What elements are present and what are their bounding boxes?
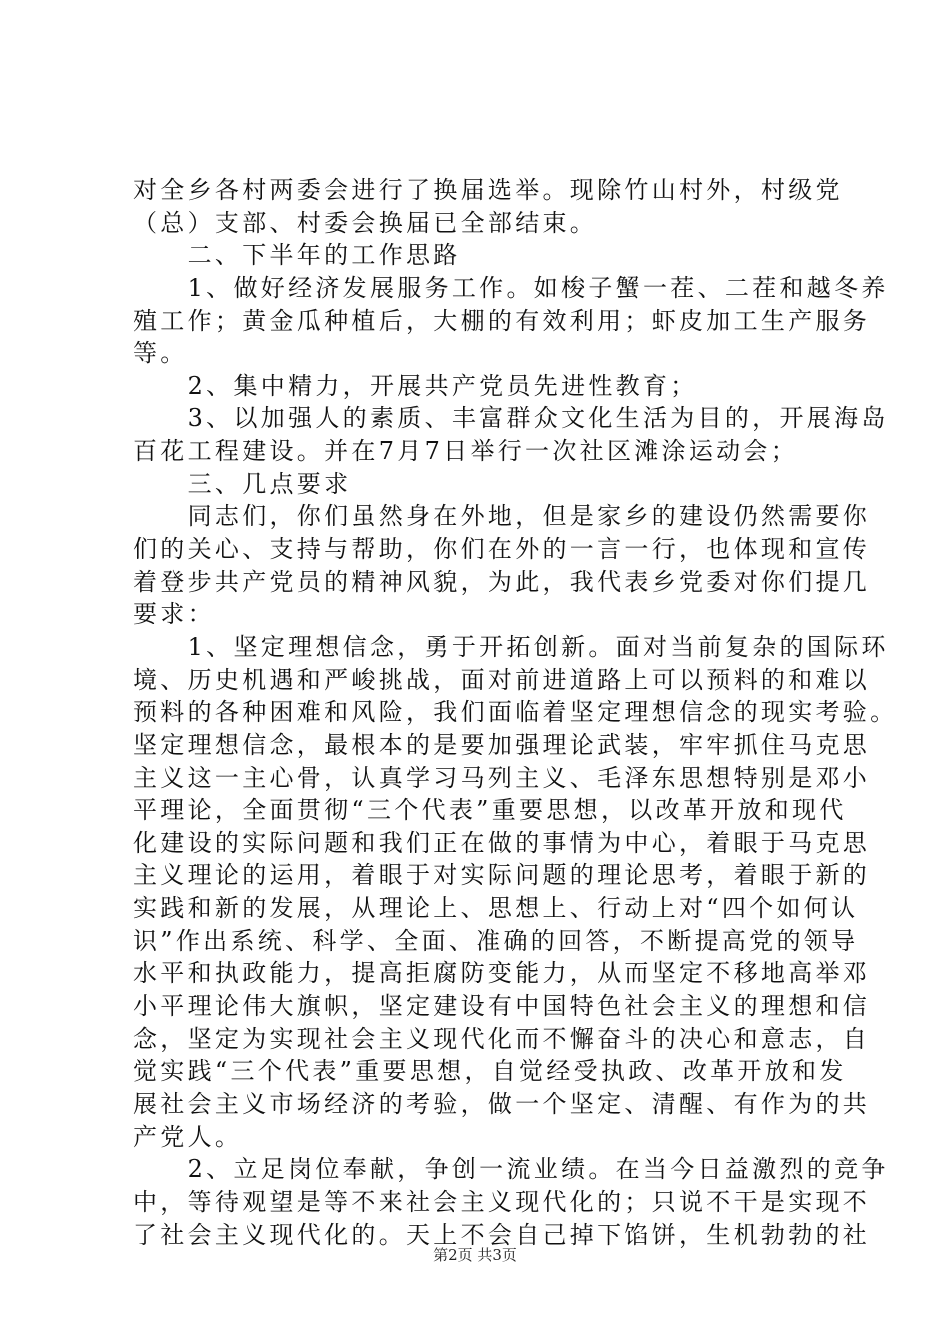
- text-line: 平理论，全面贯彻“三个代表”重要思想，以改革开放和现代: [133, 796, 847, 825]
- text-line: 实践和新的发展，从理论上、思想上、行动上对“四个如何认: [133, 894, 859, 923]
- text-line: 了社会主义现代化的。天上不会自己掉下馅饼，生机勃勃的社: [133, 1220, 871, 1249]
- text-line: 们的关心、支持与帮助，你们在外的一言一行，也体现和宣传: [133, 535, 871, 564]
- text-line: 境、历史机遇和严峻挑战，面对前进道路上可以预料的和难以: [133, 665, 871, 694]
- text-line: 念，坚定为实现社会主义现代化而不懈奋斗的决心和意志，自: [133, 1024, 871, 1053]
- section-heading: 三、几点要求: [133, 469, 352, 498]
- text-line: 百花工程建设。并在7月7日举行一次社区滩涂运动会；: [133, 437, 799, 466]
- text-line: 化建设的实际问题和我们正在做的事情为中心，着眼于马克思: [133, 828, 871, 857]
- text-line: 2、立足岗位奉献，争创一流业绩。在当今日益激烈的竞争: [133, 1155, 889, 1184]
- text-line: 同志们，你们虽然身在外地，但是家乡的建设仍然需要你: [133, 502, 871, 531]
- text-line: 主义这一主心骨，认真学习马列主义、毛泽东思想特别是邓小: [133, 763, 871, 792]
- text-line: 对全乡各村两委会进行了换届选举。现除竹山村外，村级党: [133, 176, 843, 204]
- text-line: 中，等待观望是等不来社会主义现代化的；只说不干是实现不: [133, 1187, 871, 1216]
- text-line: 1、做好经济发展服务工作。如梭子蟹一茬、二茬和越冬养: [133, 273, 889, 302]
- text-line: 水平和执政能力，提高拒腐防变能力，从而坚定不移地高举邓: [133, 959, 871, 988]
- text-line: 主义理论的运用，着眼于对实际问题的理论思考，着眼于新的: [133, 861, 871, 890]
- text-line: 觉实践“三个代表”重要思想，自觉经受执政、改革开放和发: [133, 1057, 847, 1086]
- text-line: 展社会主义市场经济的考验，做一个坚定、清醒、有作为的共: [133, 1089, 871, 1118]
- text-line: 坚定理想信念，最根本的是要加强理论武装，牢牢抓住马克思: [133, 730, 871, 759]
- section-heading: 二、下半年的工作思路: [133, 241, 461, 270]
- text-line: 2、集中精力，开展共产党员先进性教育；: [133, 371, 698, 400]
- text-line: （总）支部、村委会换届已全部结束。: [133, 208, 598, 237]
- page-number-footer: 第2页 共3页: [433, 1246, 517, 1264]
- text-line: 着登步共产党员的精神风貌，为此，我代表乡党委对你们提几: [133, 567, 871, 596]
- text-line: 等。: [133, 339, 188, 368]
- text-line: 识”作出系统、科学、全面、准确的回答，不断提高党的领导: [133, 926, 859, 955]
- text-line: 1、坚定理想信念，勇于开拓创新。面对当前复杂的国际环: [133, 632, 889, 661]
- text-line: 小平理论伟大旗帜，坚定建设有中国特色社会主义的理想和信: [133, 992, 871, 1021]
- text-line: 预料的各种困难和风险，我们面临着坚定理想信念的现实考验。: [133, 698, 898, 727]
- text-line: 3、以加强人的素质、丰富群众文化生活为目的，开展海岛: [133, 404, 889, 433]
- document-body: [133, 174, 898, 1251]
- text-line: 要求：: [133, 600, 215, 629]
- text-line: 殖工作；黄金瓜种植后，大棚的有效利用；虾皮加工生产服务: [133, 306, 871, 335]
- text-line: 产党人。: [133, 1122, 243, 1151]
